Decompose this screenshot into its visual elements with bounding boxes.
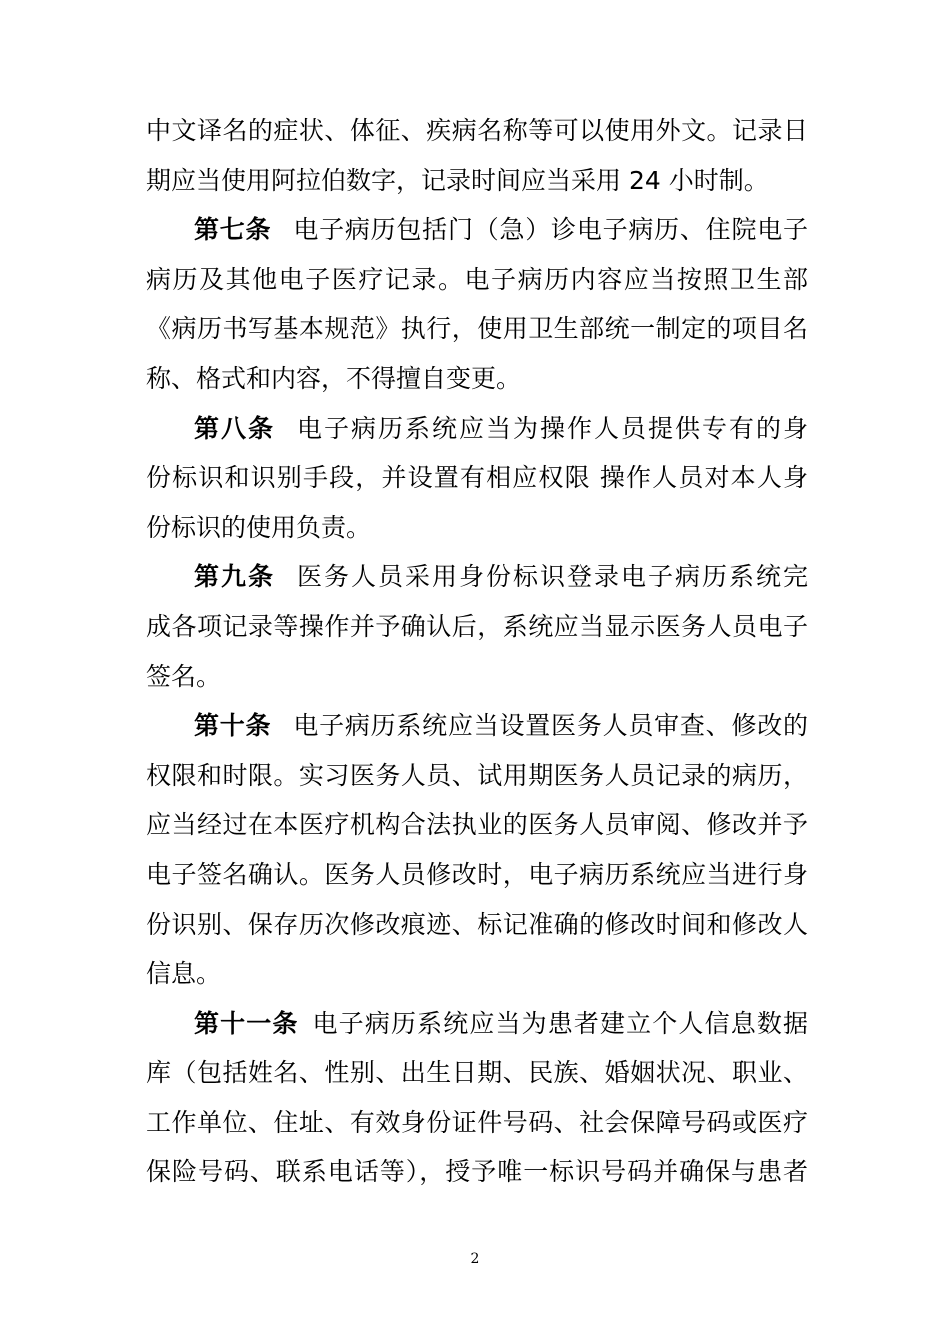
text-line: 份识别、保存历次修改痕迹、标记准确的修改时间和修改人 <box>146 909 808 939</box>
article-text: 电子病历包括门（急）诊电子病历、住院电子 <box>293 215 808 245</box>
text-line: 称、格式和内容，不得擅自变更。 <box>146 363 522 393</box>
article-heading: 第七条 <box>194 215 272 245</box>
article-8 <box>146 404 808 553</box>
article-first-line <box>146 701 808 751</box>
text-line: 期应当使用阿拉伯数字，记录时间应当采用 24 小时制。 <box>146 165 769 195</box>
article-text: 电子病历系统应当为操作人员提供专有的身 <box>297 413 808 443</box>
article-heading: 第十条 <box>194 711 272 741</box>
article-11 <box>146 999 808 1197</box>
text-line: 病历及其他电子医疗记录。电子病历内容应当按照卫生部 <box>146 264 808 294</box>
text-line: 库（包括姓名、性别、出生日期、民族、婚姻状况、职业、 <box>146 1058 808 1088</box>
text-line: 签名。 <box>146 661 222 691</box>
article-heading: 第九条 <box>194 562 275 592</box>
article-first-line <box>146 404 808 454</box>
article-heading: 第十一条 <box>194 1008 299 1038</box>
text-line: 《病历书写基本规范》执行，使用卫生部统一制定的项目名 <box>146 314 808 344</box>
text-line: 工作单位、住址、有效身份证件号码、社会保障号码或医疗 <box>146 1107 808 1137</box>
article-10 <box>146 701 808 999</box>
article-text: 医务人员采用身份标识登录电子病历系统完 <box>297 562 808 592</box>
text-line: 保险号码、联系电话等），授予唯一标识号码并确保与患者 <box>146 1157 808 1187</box>
carryover-paragraph <box>146 106 808 205</box>
text-line: 中文译名的症状、体征、疾病名称等可以使用外文。记录日 <box>146 116 808 145</box>
document-body <box>146 106 808 1197</box>
article-heading: 第八条 <box>194 413 275 443</box>
text-line: 电子签名确认。医务人员修改时，电子病历系统应当进行身 <box>146 859 808 889</box>
article-text: 电子病历系统应当设置医务人员审查、修改的 <box>293 711 808 741</box>
article-7 <box>146 205 808 403</box>
text-line: 份标识的使用负责。 <box>146 512 372 542</box>
page-number: 2 <box>470 1251 480 1267</box>
text-line: 应当经过在本医疗机构合法执业的医务人员审阅、修改并予 <box>146 810 808 840</box>
article-first-line <box>146 999 808 1049</box>
text-line: 权限和时限。实习医务人员、试用期医务人员记录的病历， <box>146 760 808 790</box>
article-first-line <box>146 205 808 255</box>
text-line: 信息。 <box>146 959 222 989</box>
text-line: 份标识和识别手段，并设置有相应权限 操作人员对本人身 <box>146 463 808 493</box>
text-line: 成各项记录等操作并予确认后，系统应当显示医务人员电子 <box>146 611 808 641</box>
article-first-line <box>146 552 808 602</box>
article-text: 电子病历系统应当为患者建立个人信息数据 <box>312 1008 808 1038</box>
article-9 <box>146 552 808 701</box>
